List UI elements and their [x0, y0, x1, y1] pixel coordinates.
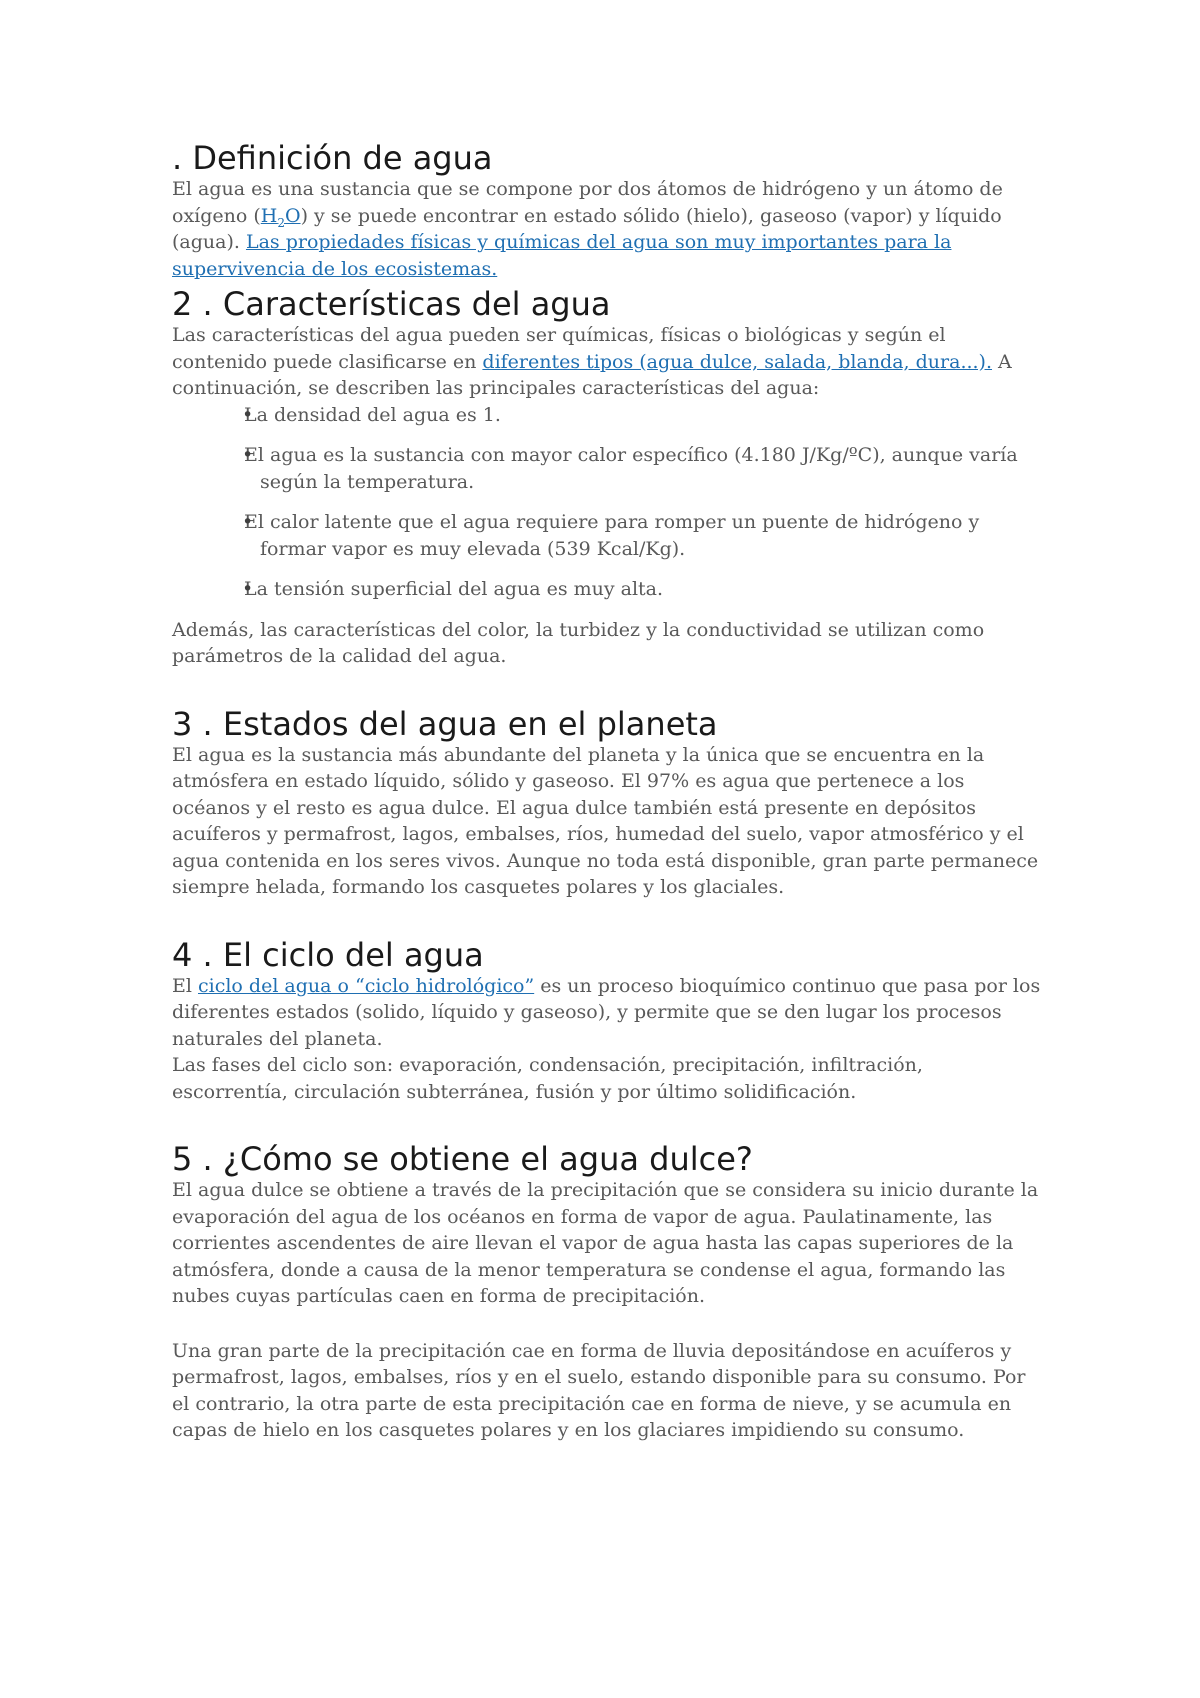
section-5-paragraph-2: Una gran parte de la precipitación cae en forma de lluvia depositándose en acuíferos y permafrost, lagos, embalses, ríos y en el suelo, estando disponible para su consumo. Por el contrario, la otra parte de esta precipitación cae en forma de nieve, y se acumula en capas de hielo en los casquetes polares y en los glaciares impidiendo su consumo.: [172, 1339, 1026, 1441]
section-ciclo: [172, 937, 1042, 1106]
section-2-paragraph: Las características del agua pueden ser químicas, físicas o biológicas y según el contenido puede clasificarse en diferentes tipos (agua dulce, salada, blanda, dura...). A continuación, se describen las principales características del agua:: [172, 324, 1012, 399]
list-item: • El calor latente que el agua requiere para romper un puente de hidrógeno y formar vapor es muy elevada (539 Kcal/Kg).: [244, 509, 1042, 562]
section-5-heading: 5 . ¿Cómo se obtiene el agua dulce?: [172, 1140, 753, 1178]
section-caracteristicas: [172, 286, 1042, 670]
list-item: • La tensión superficial del agua es muy alta.: [244, 576, 1042, 603]
section-2-heading: 2 . Características del agua: [172, 285, 611, 323]
h2o-link[interactable]: $H_2O$: [260, 204, 301, 230]
s1-text-b: ) y se puede encontrar en estado sólido (hielo), gaseoso (vapor) y líquido (agua).: [172, 204, 1002, 253]
spacer: [172, 1310, 1042, 1338]
propiedades-link[interactable]: Las propiedades físicas y químicas del agua son muy importantes para la supervivencia de los ecosistemas.: [172, 231, 952, 280]
section-1-paragraph: [172, 176, 1042, 282]
section-4-paragraph: El ciclo del agua o “ciclo hidrológico” es un proceso bioquímico continuo que pasa por los diferentes estados (solido, líquido y gaseoso), y permite que se den lugar los procesos naturales del planeta.: [172, 974, 1041, 1050]
ciclo-hidrologico-link[interactable]: ciclo del agua o “ciclo hidrológico”: [198, 974, 535, 997]
section-4-heading: 4 . El ciclo del agua: [172, 935, 484, 974]
spacer: [172, 901, 1042, 937]
section-4-fases: Las fases del ciclo son: evaporación, condensación, precipitación, infiltración, escorrentía, circulación subterránea, fusión y por último solidificación.: [172, 1054, 923, 1103]
section-2-closing: Además, las características del color, la turbidez y la conductividad se utilizan como parámetros de la calidad del agua.: [172, 618, 985, 667]
list-item: • El agua es la sustancia con mayor calor específico (4.180 J/Kg/ºC), aunque varía según la temperatura.: [244, 442, 1042, 495]
spacer: [172, 670, 1042, 706]
tipos-agua-link[interactable]: diferentes tipos (agua dulce, salada, blanda, dura...).: [482, 350, 993, 373]
section-definicion: [172, 140, 1042, 282]
section-5-paragraph-1: El agua dulce se obtiene a través de la precipitación que se considera su inicio durante la evaporación del agua de los océanos en forma de vapor de agua. Paulatinamente, las corrientes ascendentes de aire llevan el vapor de agua hasta las capas superiores de la atmósfera, donde a causa de la menor temperatura se condense el agua, formando las nubes cuyas partículas caen en forma de precipitación.: [172, 1179, 1039, 1307]
list-item: • La densidad del agua es 1.: [244, 402, 1042, 429]
caracteristicas-list: [172, 402, 1042, 603]
spacer: [172, 1105, 1042, 1141]
section-1-heading: . Definición de agua: [172, 139, 493, 177]
s1-text-a: El agua es una sustancia que se compone por dos átomos de hidrógeno y un átomo de oxígeno (: [172, 178, 1003, 227]
section-3-heading: 3 . Estados del agua en el planeta: [172, 704, 718, 743]
document-page: [172, 140, 1042, 1444]
section-agua-dulce: [172, 1141, 1042, 1444]
section-3-paragraph: El agua es la sustancia más abundante del planeta y la única que se encuentra en la atmósfera en estado líquido, sólido y gaseoso. El 97% es agua que pertenece a los océanos y el resto es agua dulce. El agua dulce también está presente en depósitos acuíferos y permafrost, lagos, embalses, ríos, humedad del suelo, vapor atmosférico y el agua contenida en los seres vivos. Aunque no toda está disponible, gran parte permanece siempre helada, formando los casquetes polares y los glaciales.: [172, 743, 1039, 898]
section-estados: [172, 706, 1042, 901]
